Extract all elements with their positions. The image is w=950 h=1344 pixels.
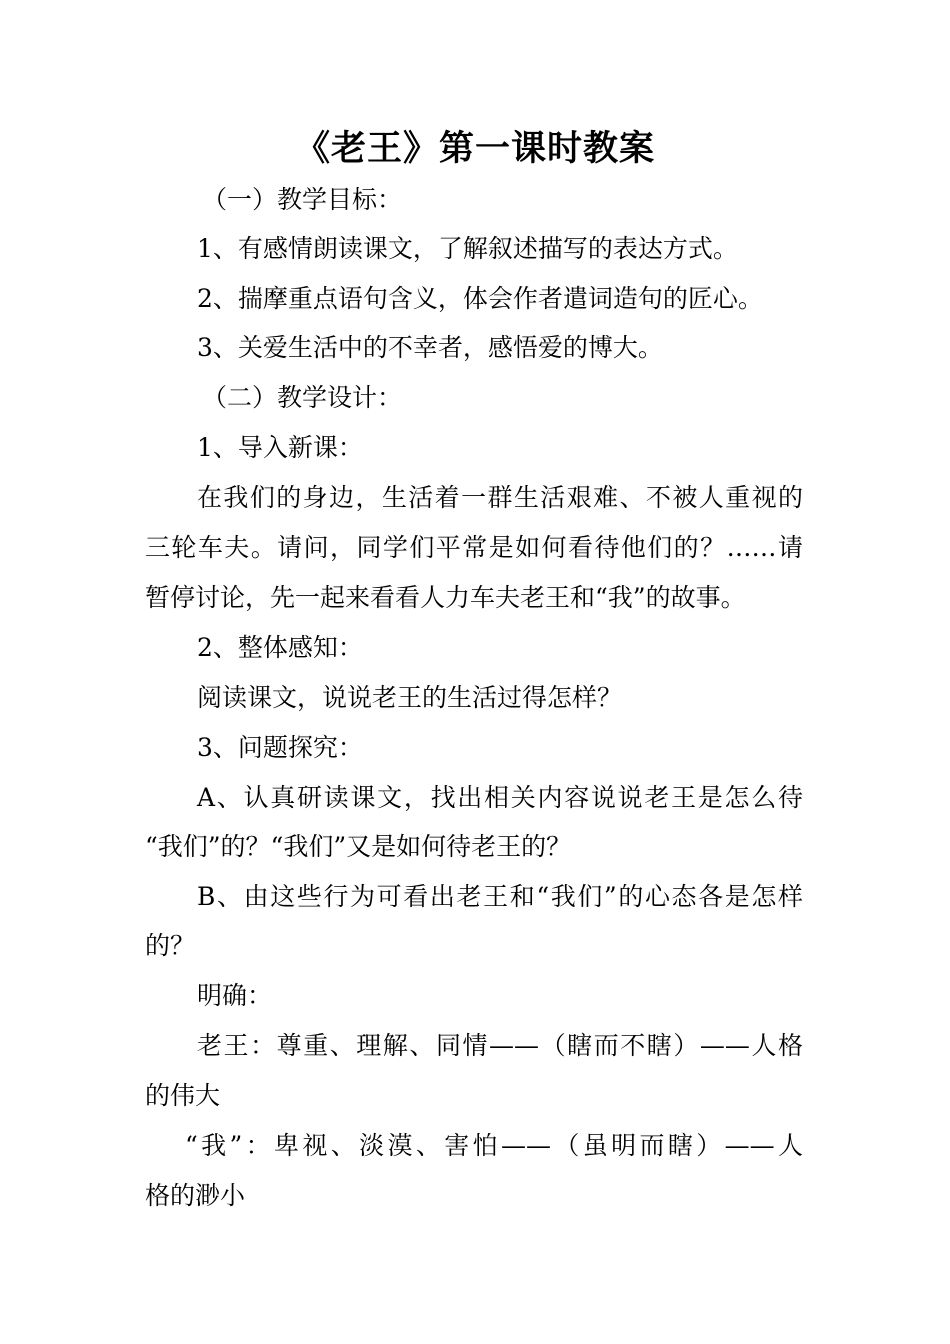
- paragraph-line: 在我们的身边，生活着一群生活艰难、不被人重视的: [197, 483, 803, 512]
- paragraph-line: 阅读课文，说说老王的生活过得怎样？: [197, 683, 623, 712]
- objective-item: 3、关爱生活中的不幸者，感悟爱的博大。: [197, 333, 663, 362]
- section-heading-design: （二）教学设计：: [202, 383, 403, 412]
- answer-line: 老王：尊重、理解、同情——（瞎而不瞎）——人格: [197, 1031, 803, 1060]
- question-line: 的？: [145, 931, 196, 960]
- answer-line: “我”：卑视、淡漠、害怕——（虽明而瞎）——人: [185, 1131, 803, 1160]
- paragraph-line: 暂停讨论，先一起来看看人力车夫老王和“我”的故事。: [145, 583, 746, 612]
- question-line: B、由这些行为可看出老王和“我们”的心态各是怎样: [197, 882, 803, 911]
- section-heading-objectives: （一）教学目标：: [202, 185, 403, 214]
- answer-line: 的伟大: [145, 1081, 221, 1110]
- step-heading: 3、问题探究：: [197, 733, 363, 762]
- question-line: “我们”的？“我们”又是如何待老王的？: [145, 832, 572, 861]
- paragraph-line: 三轮车夫。请问，同学们平常是如何看待他们的？……请: [145, 533, 803, 562]
- step-heading: 2、整体感知：: [197, 633, 363, 662]
- step-heading: 1、导入新课：: [197, 433, 363, 462]
- answer-line: 格的渺小: [145, 1181, 246, 1210]
- answer-label: 明确：: [197, 981, 273, 1010]
- question-line: A、认真研读课文，找出相关内容说说老王是怎么待: [197, 783, 803, 812]
- objective-item: 1、有感情朗读课文，了解叙述描写的表达方式。: [197, 234, 738, 263]
- document-title: 《老王》第一课时教案: [294, 129, 655, 169]
- objective-item: 2、揣摩重点语句含义，体会作者遣词造句的匠心。: [197, 284, 763, 313]
